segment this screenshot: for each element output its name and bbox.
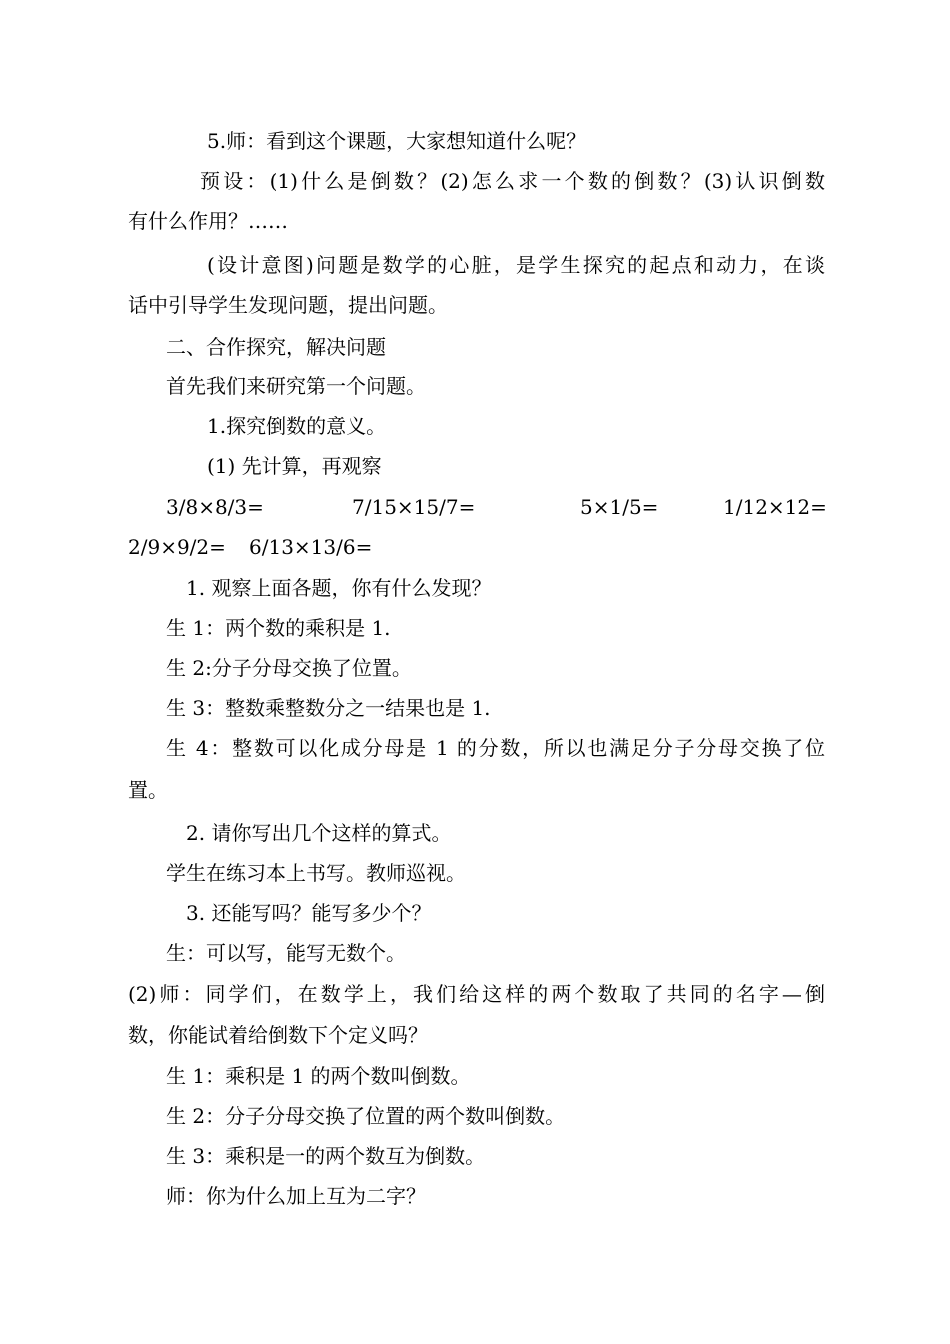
definition-student-3: 生 3：乘积是一的两个数互为倒数。 — [166, 1144, 486, 1168]
equation-5: 2/9×9/2= — [128, 535, 226, 559]
equation-2: 7/15×15/7= — [352, 495, 476, 519]
question-5: 5.师：看到这个课题，大家想知道什么呢？ — [207, 129, 587, 153]
student-1-answer: 生 1：两个数的乘积是 1. — [166, 616, 391, 640]
equation-3: 5×1/5= — [580, 495, 659, 519]
teacher-line-1: (2)师：同学们，在数学上，我们给这样的两个数取了共同的名字—倒 — [128, 982, 825, 1006]
equation-4: 1/12×12= — [723, 495, 827, 519]
student-answer: 生：可以写，能写无数个。 — [166, 941, 406, 965]
calc-instruction: (1) 先计算，再观察 — [207, 454, 382, 478]
write-instruction: 2. 请你写出几个这样的算式。 — [186, 821, 452, 845]
teacher-line-2: 数，你能试着给倒数下个定义吗？ — [128, 1023, 428, 1047]
definition-student-1: 生 1：乘积是 1 的两个数叫倒数。 — [166, 1064, 471, 1088]
more-question: 3. 还能写吗？能写多少个？ — [186, 901, 432, 925]
first-question: 首先我们来研究第一个问题。 — [166, 374, 426, 398]
student-3-answer: 生 3：整数乘整数分之一结果也是 1. — [166, 696, 491, 720]
section-heading-2: 二、合作探究，解决问题 — [166, 335, 386, 359]
preset-line-2: 有什么作用？…… — [128, 209, 288, 233]
student-4-answer-line-1: 生 4：整数可以化成分母是 1 的分数，所以也满足分子分母交换了位 — [166, 736, 825, 760]
preset-line-1: 预设：(1)什么是倒数？(2)怎么求一个数的倒数？(3)认识倒数 — [200, 169, 825, 193]
observe-question: 1. 观察上面各题，你有什么发现？ — [186, 576, 492, 600]
design-intent-line-1: (设计意图)问题是数学的心脏，是学生探究的起点和动力，在谈 — [207, 253, 825, 277]
design-intent-line-2: 话中引导学生发现问题，提出问题。 — [128, 293, 448, 317]
definition-student-2: 生 2：分子分母交换了位置的两个数叫倒数。 — [166, 1104, 566, 1128]
student-4-answer-line-2: 置。 — [128, 778, 168, 802]
explore-heading: 1.探究倒数的意义。 — [207, 414, 387, 438]
equation-1: 3/8×8/3= — [166, 495, 264, 519]
teacher-why-question: 师：你为什么加上互为二字？ — [166, 1184, 426, 1208]
equation-6: 6/13×13/6= — [249, 535, 373, 559]
practice-note: 学生在练习本上书写。教师巡视。 — [166, 861, 466, 885]
student-2-answer: 生 2:分子分母交换了位置。 — [166, 656, 412, 680]
